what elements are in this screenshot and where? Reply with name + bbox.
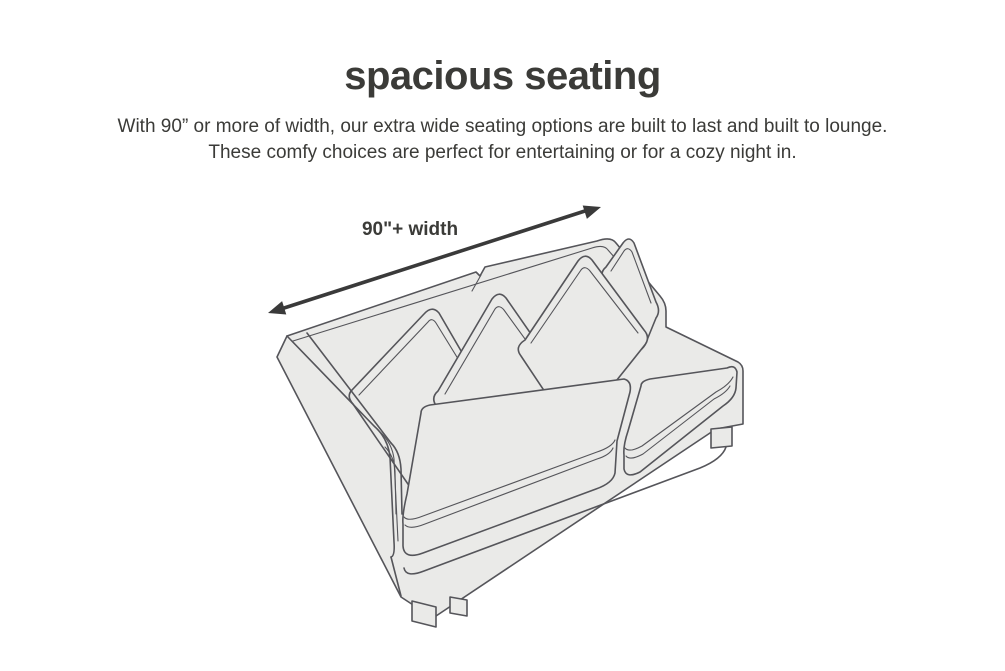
arrow-head-left (268, 301, 286, 314)
page-title: spacious seating (344, 54, 661, 98)
arrow-head-right (583, 206, 601, 219)
dimension-label: 90"+ width (361, 219, 459, 240)
sofa-foot-3 (711, 427, 732, 448)
description-line-1: With 90” or more of width, our extra wide seating options are built to last and built to lounge. (117, 116, 888, 137)
sofa-foot-2 (450, 597, 467, 616)
description-line-2: These comfy choices are perfect for entertaining or for a cozy night in. (208, 142, 797, 163)
